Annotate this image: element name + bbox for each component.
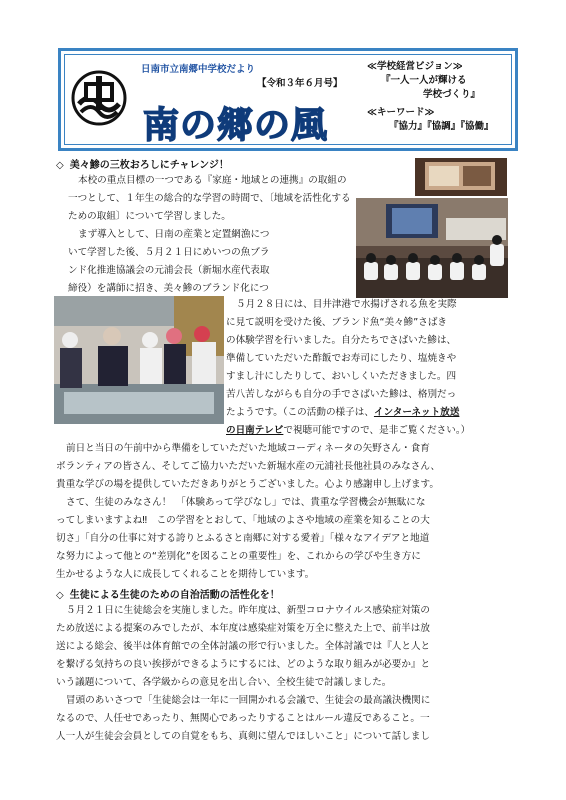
text-line: ための取組〕について学習しました。 (68, 211, 231, 222)
text-line: 本校の重点目標の一つである『家庭・地域との連携』の取組の (78, 175, 347, 186)
photo-fish-filleting (54, 296, 224, 424)
vision-box (367, 60, 515, 145)
text-line: ンド化推進協議会の元浦会長（新堀水産代表取 (68, 265, 270, 276)
section2-text (56, 602, 430, 746)
text-line: 人一人が生徒会会員としての自覚をもち、真剣に望んでほしいこと」について話しまし (56, 731, 430, 742)
text-line: 送による総会、後半は体育館での全体討議の形で行いました。全体討議では『人と人と (56, 641, 431, 652)
section1-text-bottom (56, 440, 440, 584)
diamond-icon: ◇ (56, 160, 64, 171)
section1-heading (56, 156, 229, 171)
nichinan-tv-emphasis: の日南テレビ (226, 425, 284, 436)
text-line: いう議題について、各学級からの意見を出し合い、全校生徒で討議しました。 (56, 677, 392, 688)
text-line: な努力によって他との“差別化”を図ることの重要性」を、これからの学びや生き方に (56, 551, 421, 562)
keyword-line: 『協力』『協調』『協働』 (389, 121, 494, 132)
text-line: 前日と当日の午前中から準備をしていただいた地域コーディネータの矢野さん・食育 (66, 443, 430, 454)
school-emblem-icon (71, 70, 127, 126)
vision-label: ≪学校経営ビジョン≫ (367, 61, 463, 72)
section1-heading-text: 美々鯵の三枚おろしにチャレンジ！ (69, 160, 229, 171)
issue-date: 【令和３年６月号】 (257, 78, 343, 89)
photo-presentation-screen-image (415, 158, 507, 196)
diamond-icon: ◇ (56, 590, 64, 601)
text-line: 一つとして、１年生の総合的な学習の時間で、〔地域を活性化する (68, 193, 351, 204)
text-line: 貴重な学びの場を提供していただきありがとうございました。心より感謝申し上げます。 (56, 479, 439, 490)
masthead-inner-border (64, 54, 512, 145)
text-line: ため放送による提案のみでしたが、本年度は感染症対策を万全に整えた上で、前半は放 (56, 623, 430, 634)
photo-fish-filleting-image (54, 296, 224, 424)
text-line: さて、生徒のみなさん！ 「体験あって学びなし」では、貴重な学習機会が無駄にな (66, 497, 426, 508)
text-line: ５月２８日には、目井津港で水揚げされる魚を実際 (236, 299, 457, 310)
school-name: 日南市立南郷中学校だより (141, 64, 256, 75)
text-line: 苦八苦しながらも自分の手でさばいた鯵は、格別だっ (226, 389, 457, 400)
text-line: 切さ」「自分の仕事に対する誇りとふるさと南郷に対する愛着」「様々なアイデアと地道 (56, 533, 430, 544)
text-line: 冒頭のあいさつで「生徒総会は一年に一回開かれる会議で、生徒会の最高議決機関に (66, 695, 431, 706)
internet-broadcast-emphasis: インターネット放送 (373, 407, 460, 418)
text-line: 生かせるような人に成長してくれることを期待しています。 (56, 569, 315, 580)
section1-text-top (68, 172, 351, 316)
text-line: の体験学習を行いました。自分たちでさばいた鯵は、 (226, 335, 457, 346)
text-line: を繋げる気持ちの良い挨拶ができるようにするには、どのような取り組みが必要か』と (56, 659, 431, 670)
text-fragment: で視聴可能ですので、是非ご覧ください。） (283, 425, 471, 436)
section2-heading-text: 生徒による生徒のための自治活動の活性化を！ (69, 590, 280, 601)
text-line: ５月２１日に生徒総会を実施しました。昨年度は、新型コロナウイルス感染症対策の (66, 605, 430, 616)
text-line: ってしまいますよね‼ この学習をとおして、「地域のよさや地域の産業を知ることの大 (56, 515, 430, 526)
section1-text-mid-last (226, 422, 470, 440)
text-line: すまし汁にしたりして、おいしくいただきました。四 (226, 371, 457, 382)
section1-text-mid (226, 296, 459, 422)
masthead (58, 48, 518, 151)
text-line: いて学習した後、５月２１日にめいつの魚ブラ (68, 247, 270, 258)
photo-lecture-classroom-image (356, 198, 508, 298)
text-line: なるので、人任せであったり、無関心であったりすることはルール違反であること。一 (56, 713, 430, 724)
text-fragment: たようです。（この活動の様子は、 (226, 407, 374, 418)
text-line (226, 404, 459, 422)
vision-line1: 『一人一人が輝ける (381, 75, 467, 86)
section2-heading (56, 586, 280, 601)
text-line: ボランティアの皆さん、そしてご協力いただいた新堀水産の元浦社長他社員のみなさん、 (56, 461, 441, 472)
photo-presentation-screen (415, 158, 507, 196)
text-line: まず導入として、日南の産業と定置網漁につ (78, 229, 270, 240)
keyword-label: ≪キーワード≫ (367, 107, 435, 118)
text-line: 準備していただいた酢飯でお寿司にしたり、塩焼きや (226, 353, 457, 364)
text-line: に見て説明を受けた後、ブランド魚“美々鯵”さばき (226, 317, 448, 328)
vision-line2: 学校づくり』 (423, 89, 481, 100)
newsletter-title: 南の郷の風 (143, 105, 329, 146)
text-line (226, 422, 470, 440)
text-line: 締役）を講師に招き、美々鯵のブランド化につ (68, 283, 269, 294)
photo-lecture-classroom (356, 198, 508, 298)
